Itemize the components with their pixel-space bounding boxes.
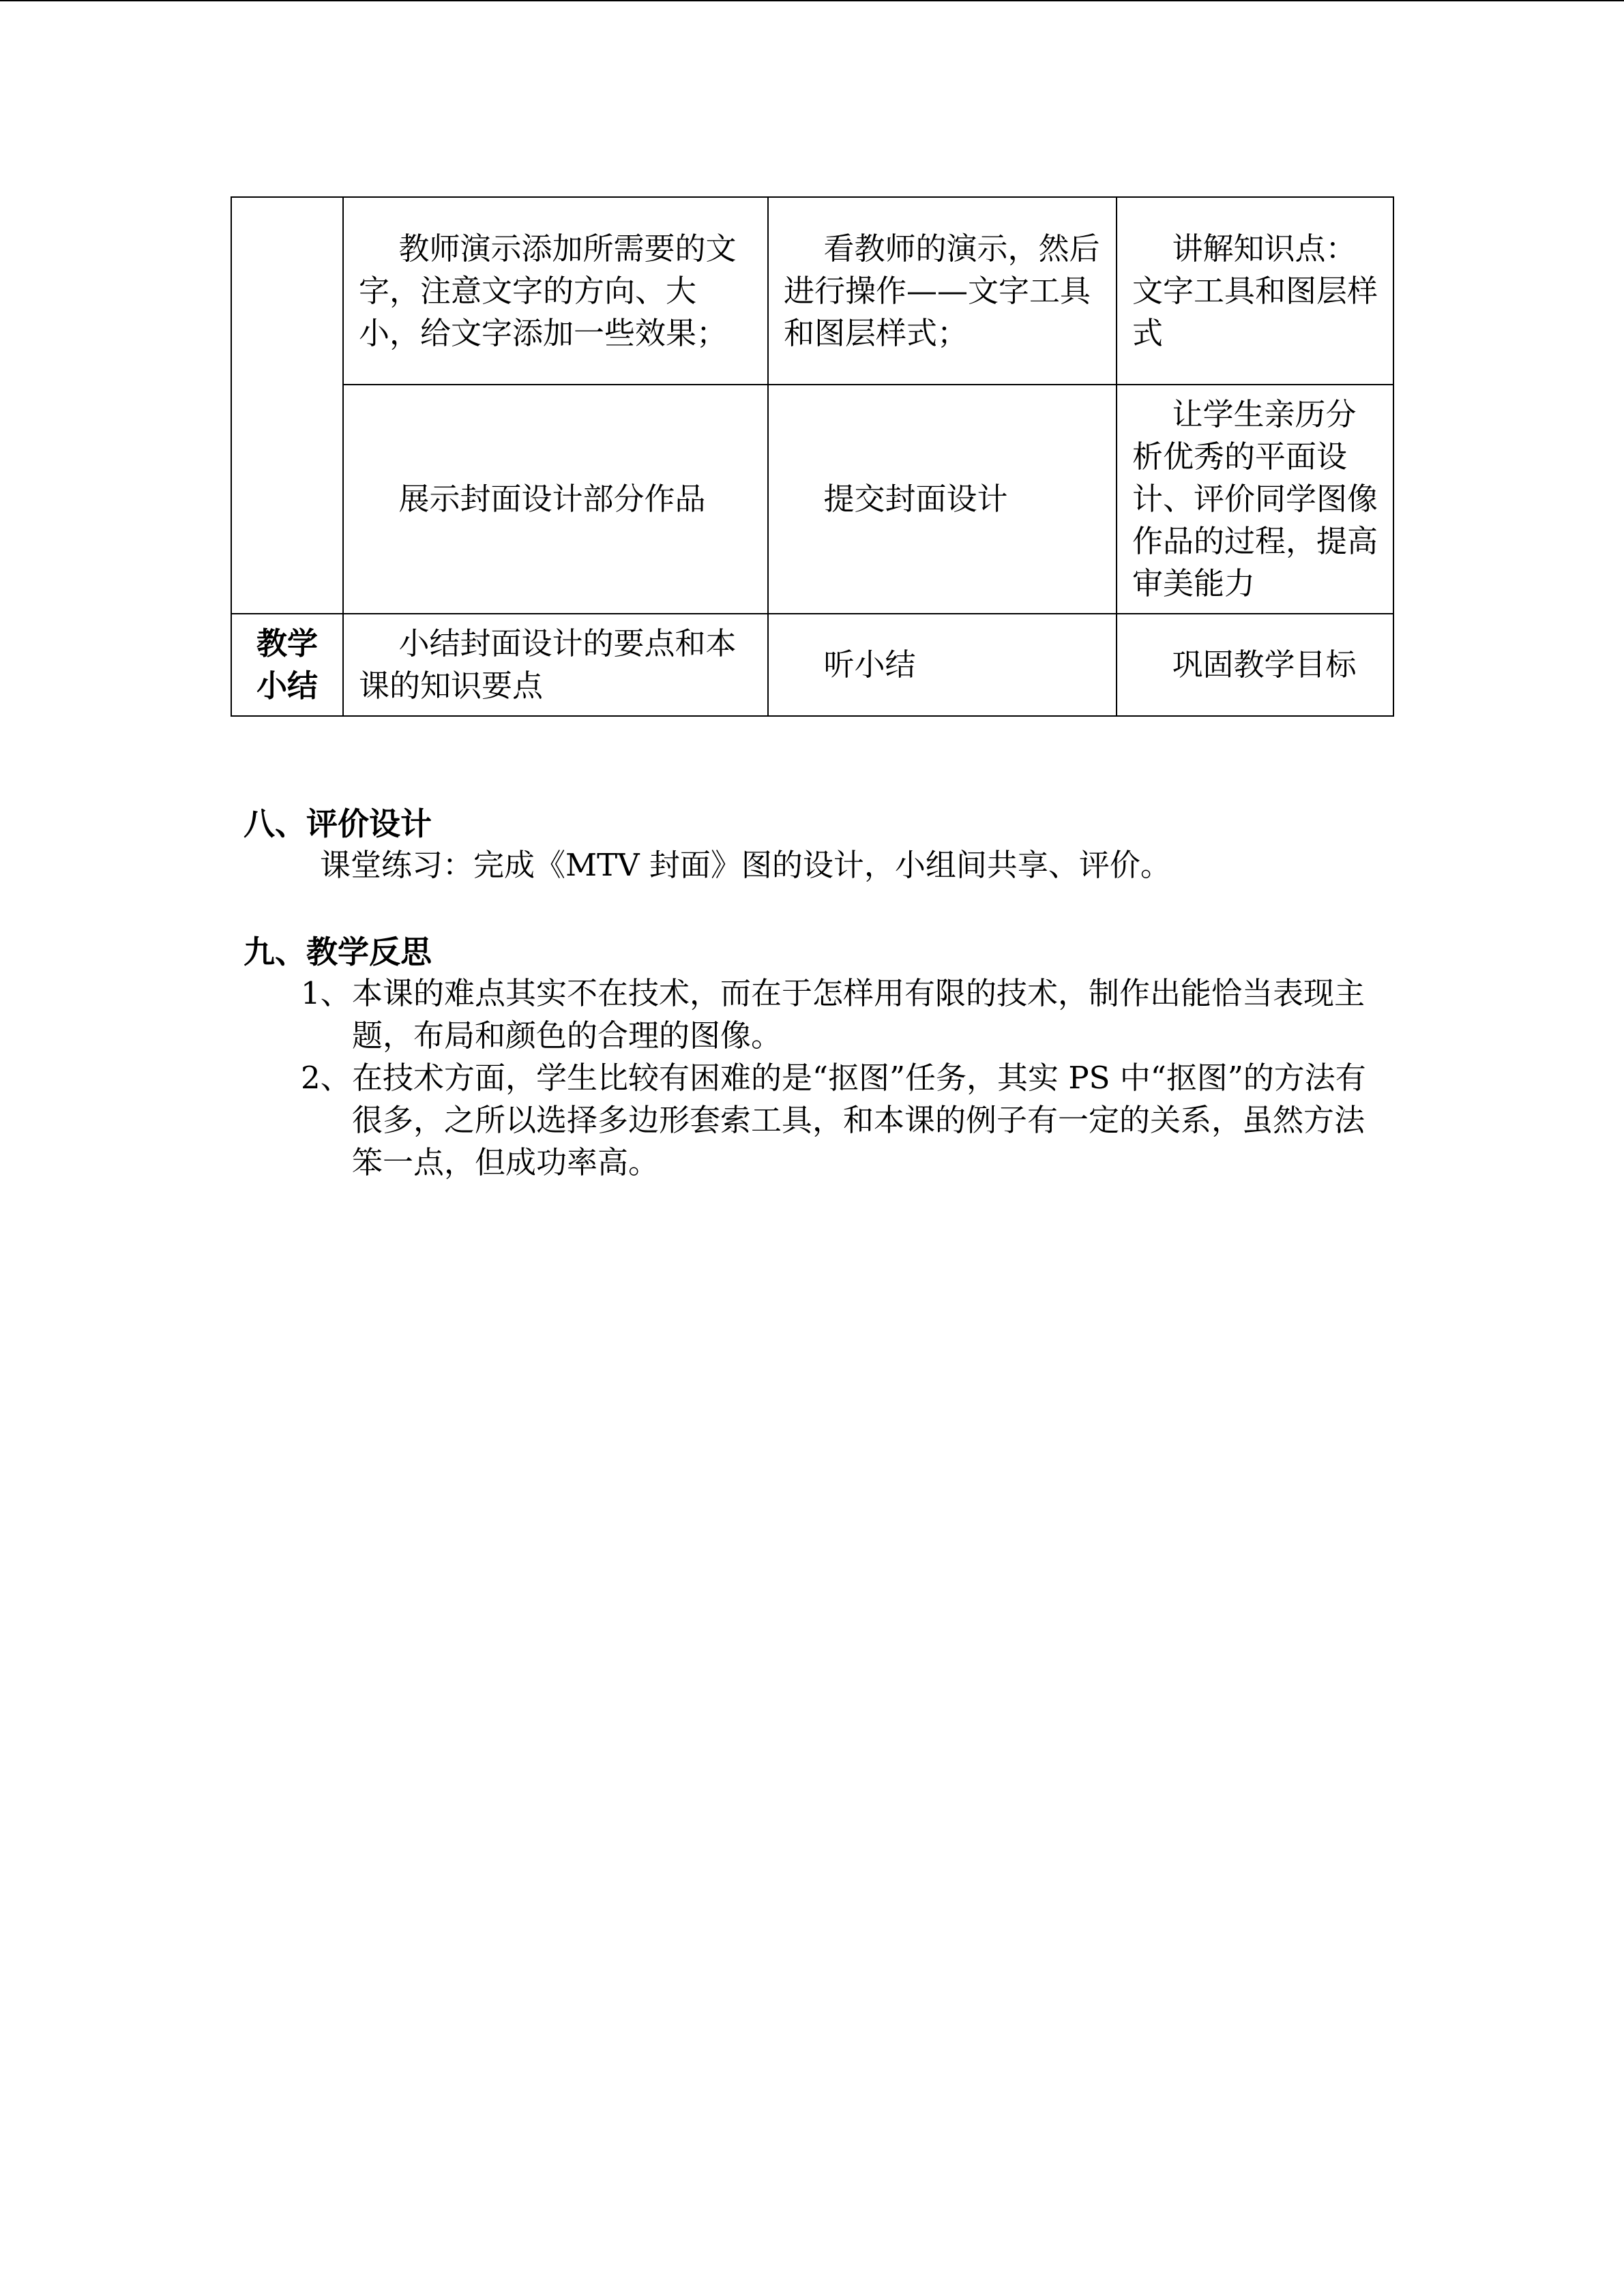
table-row: [231, 197, 1393, 385]
row-label-cell: 教学小结: [231, 614, 343, 716]
student-activity-cell: 看教师的演示，然后进行操作——文字工具和图层样式；: [768, 197, 1117, 385]
list-item-text: 在技术方面，学生比较有困难的是“抠图”任务，其实 PS 中“抠图”的方法有很多，之所以选择多边形套索工具，和本课的例子有一定的关系，虽然方法笨一点，但成功率高。: [352, 1060, 1366, 1180]
student-activity-cell: 听小结: [768, 614, 1117, 716]
lesson-table: [231, 196, 1394, 717]
design-intent-cell: 巩固教学目标: [1117, 614, 1393, 716]
teacher-activity-cell: 小结封面设计的要点和本课的知识要点: [343, 614, 768, 716]
design-intent-cell: 让学生亲历分析优秀的平面设计、评价同学图像作品的过程，提高审美能力: [1117, 385, 1393, 614]
evaluation-text: 课堂练习：完成《MTV 封面》图的设计，小组间共享、评价。: [320, 847, 1171, 883]
student-activity-cell: 提交封面设计: [768, 385, 1117, 614]
list-item-number: 2、: [301, 1060, 351, 1096]
list-item-text: 本课的难点其实不在技术，而在于怎样用有限的技术，制作出能恰当表现主题，布局和颜色的合理的图像。: [352, 975, 1365, 1054]
teacher-activity-cell: 教师演示添加所需要的文字，注意文字的方向、大小，给文字添加一些效果；: [343, 197, 768, 385]
page-top-border: [0, 0, 1624, 1]
design-intent-cell: 讲解知识点：文字工具和图层样式: [1117, 197, 1393, 385]
list-item: [301, 972, 1392, 1057]
teacher-activity-cell: 展示封面设计部分作品: [343, 385, 768, 614]
row-label-cell: [231, 197, 343, 614]
table-row: [231, 614, 1393, 716]
list-item: [301, 1057, 1392, 1184]
section-title-reflection: 九、教学反思: [243, 934, 432, 970]
table-row: [231, 385, 1393, 614]
list-item-number: 1、: [301, 975, 351, 1011]
section-title-evaluation: 八、评价设计: [243, 805, 432, 842]
